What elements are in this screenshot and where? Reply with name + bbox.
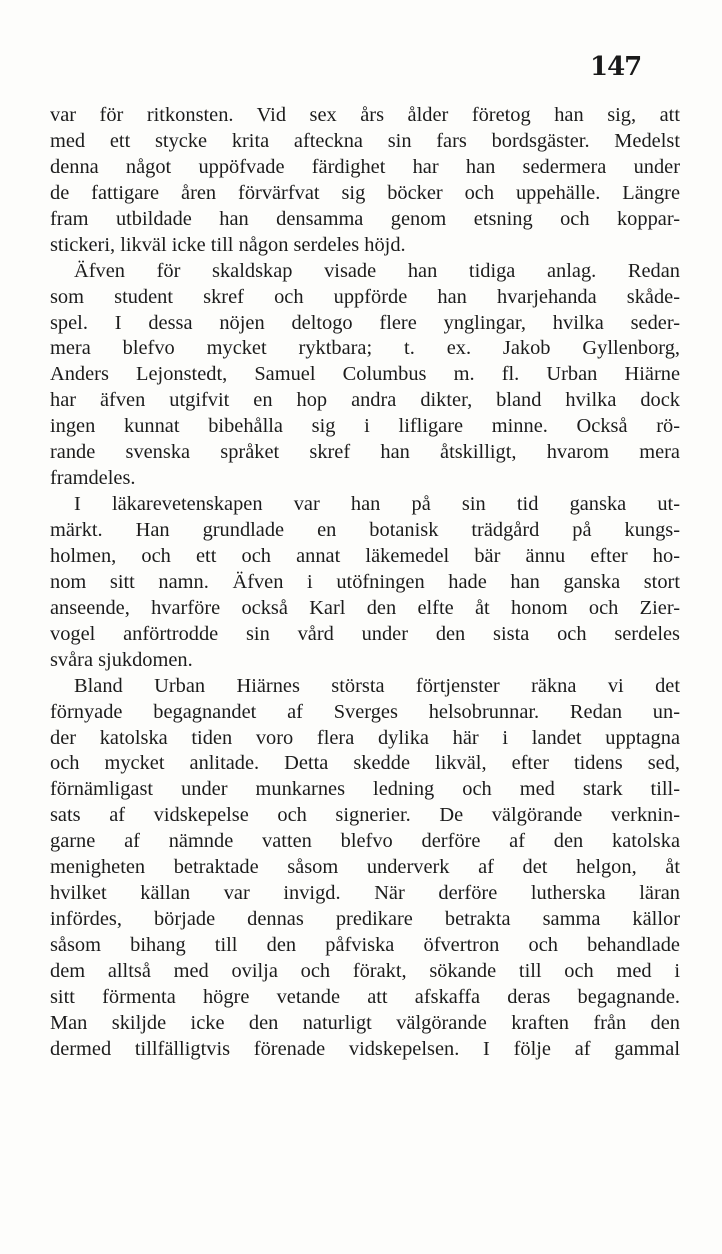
- text-line: anseende, hvarföre också Karl den elfte åt honom och Zier-: [50, 596, 680, 619]
- text-line: Man skiljde icke den naturligt välgörande kraften från den: [50, 1011, 680, 1034]
- text-line: stickeri, likväl icke till någon serdeles höjd.: [50, 233, 406, 256]
- text-line: fram utbildade han densamma genom etsning och koppar-: [50, 207, 680, 230]
- text-line: I läkarevetenskapen var han på sin tid ganska ut-: [74, 493, 680, 516]
- text-line: sitt förmenta högre vetande att afskaffa deras begagnande.: [50, 985, 680, 1008]
- text-line: svåra sjukdomen.: [50, 648, 193, 671]
- text-line: infördes, började dennas predikare betrakta samma källor: [50, 908, 680, 931]
- text-line: nom sitt namn. Äfven i utöfningen hade han ganska stort: [50, 570, 680, 593]
- text-line: förnämligast under munkarnes ledning och med stark till-: [50, 778, 680, 801]
- body-text: [50, 103, 680, 1063]
- text-line: dermed tillfälligtvis förenade vidskepelsen. I följe af gammal: [50, 1037, 680, 1060]
- text-line: Äfven för skaldskap visade han tidiga anlag. Redan: [74, 259, 680, 282]
- text-line: spel. I dessa nöjen deltogo flere ynglingar, hvilka seder-: [50, 311, 680, 334]
- text-line: Bland Urban Hiärnes största förtjenster räkna vi det: [74, 674, 680, 697]
- text-line: menigheten betraktade såsom underverk af det helgon, åt: [50, 856, 680, 879]
- text-line: der katolska tiden voro flera dylika här i landet upptagna: [50, 726, 680, 749]
- text-line: märkt. Han grundlade en botanisk trädgård på kungs-: [50, 519, 680, 541]
- text-line: de fattigare åren förvärfvat sig böcker och uppehälle. Längre: [50, 181, 680, 204]
- text-line: och mycket anlitade. Detta skedde likväl, efter tidens sed,: [50, 752, 680, 775]
- text-line: holmen, och ett och annat läkemedel bär ännu efter ho-: [50, 544, 680, 567]
- text-line: garne af nämnde vatten blefvo derföre af den katolska: [50, 830, 680, 853]
- page-number: 147: [590, 52, 642, 82]
- text-line: vogel anförtrodde sin vård under den sista och serdeles: [50, 622, 680, 645]
- text-line: har äfven utgifvit en hop andra dikter, bland hvilka dock: [50, 389, 680, 412]
- text-line: mera blefvo mycket ryktbara; t. ex. Jakob Gyllenborg,: [50, 337, 680, 360]
- text-line: rande svenska språket skref han åtskilligt, hvarom mera: [50, 441, 680, 464]
- text-line: med ett stycke krita afteckna sin fars bordsgäster. Medelst: [50, 129, 680, 152]
- text-line: var för ritkonsten. Vid sex års ålder företog han sig, att: [50, 104, 680, 126]
- text-line: hvilket källan var invigd. När derföre lutherska läran: [50, 882, 680, 905]
- text-line: dem alltså med ovilja och förakt, sökande till och med i: [50, 959, 680, 982]
- text-line: denna något uppöfvade färdighet har han sedermera under: [50, 155, 680, 178]
- text-line: som student skref och uppförde han hvarjehanda skåde-: [50, 285, 680, 308]
- text-line: ingen kunnat bibehålla sig i lifligare minne. Också rö-: [50, 415, 680, 438]
- text-line: Anders Lejonstedt, Samuel Columbus m. fl. Urban Hiärne: [50, 363, 680, 386]
- text-line: framdeles.: [50, 467, 136, 490]
- text-line: sats af vidskepelse och signerier. De välgörande verknin-: [50, 804, 680, 827]
- text-line: såsom bihang till den påfviska öfvertron och behandlade: [50, 934, 680, 956]
- text-line: förnyade begagnandet af Sverges helsobrunnar. Redan un-: [50, 700, 680, 723]
